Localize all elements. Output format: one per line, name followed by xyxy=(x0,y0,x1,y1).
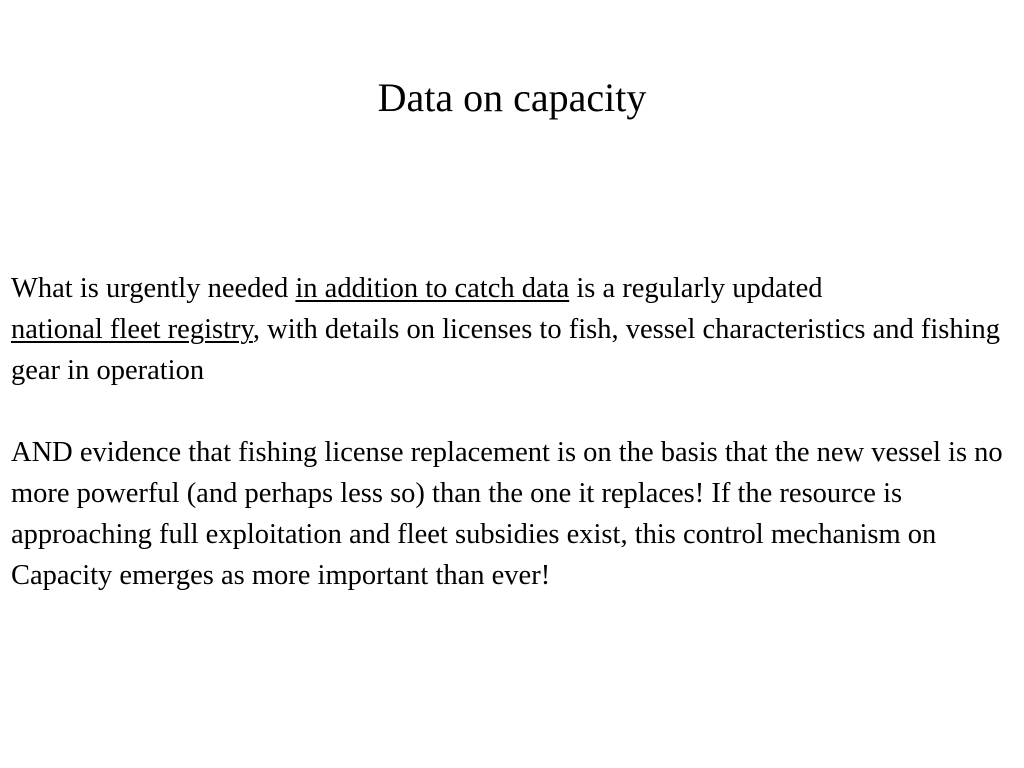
underlined-text-fleet-registry: national fleet registry xyxy=(11,314,253,345)
paragraph-license-replacement: AND evidence that fishing license replacement is on the basis that the new vessel is no more powerful (and perhaps less so) than the one it replaces! If the resource is approaching full exploitation and fleet subsidies exist, this control mechanism on Capacity emerges as more important than ever! xyxy=(11,437,1003,591)
slide-body xyxy=(11,268,1011,596)
paragraph-text: What is urgently needed xyxy=(11,273,296,304)
underlined-text-catch-data: in addition to catch data xyxy=(295,273,570,304)
paragraph-text: , with details on licenses to fish, vessel characteristics and fishing gear in operation xyxy=(11,314,1001,386)
paragraph-catch-data xyxy=(11,268,1011,391)
slide-title: Data on capacity xyxy=(377,75,647,120)
paragraph-text: is a regularly updated xyxy=(569,273,823,304)
